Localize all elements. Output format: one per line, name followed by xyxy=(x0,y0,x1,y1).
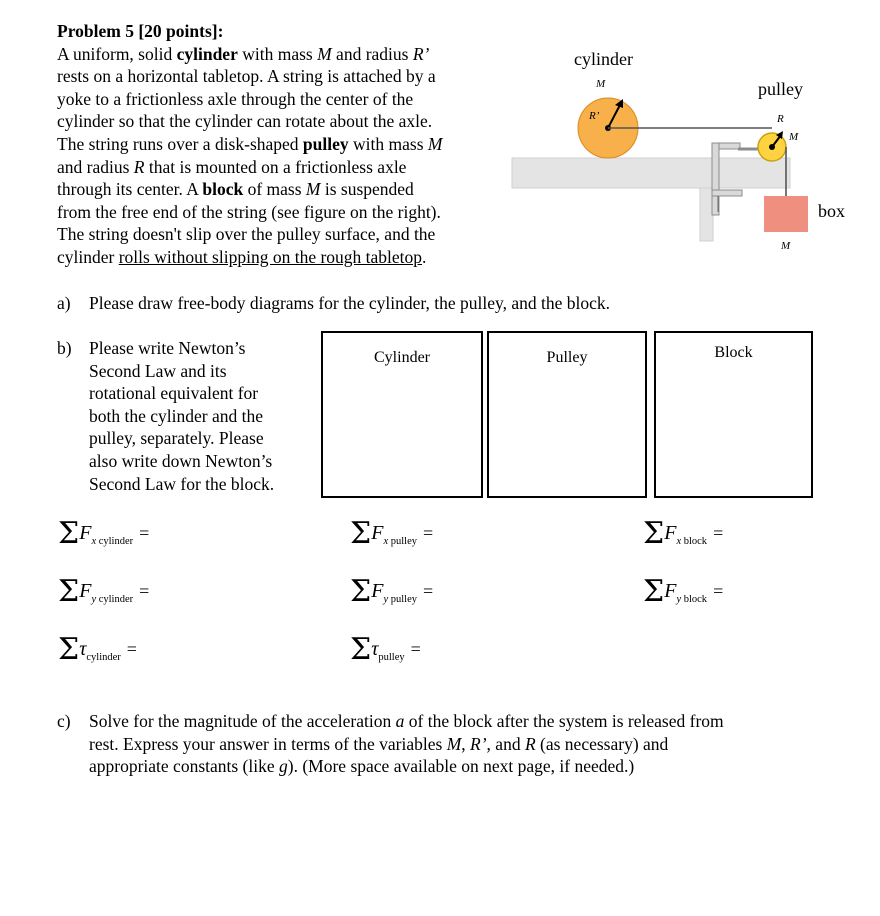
text-line: cylinder so that the cylinder can rotate about the axle. xyxy=(57,111,433,132)
equation-subscript: cylinder xyxy=(86,652,121,663)
equation-sum-fy-block xyxy=(643,574,723,609)
equation-symbol: F xyxy=(371,580,384,602)
box-mass-label: M xyxy=(781,240,791,252)
equation-sum-fx-block xyxy=(643,516,723,551)
text-line: and radius R that is mounted on a frictionless axle xyxy=(57,156,407,177)
equation-subscript: y block xyxy=(676,594,708,605)
text-line: yoke to a frictionless axle through the center of the xyxy=(57,88,414,109)
equation-sum-fx-pulley xyxy=(350,516,433,551)
table-leg xyxy=(700,188,713,241)
tabletop xyxy=(512,158,790,188)
question-c xyxy=(57,710,857,782)
question-c-text xyxy=(89,710,724,778)
sigma-symbol: Σ xyxy=(58,516,80,551)
equation-subscript: y cylinder xyxy=(91,594,134,605)
text-line: cylinder rolls without slipping on the rough tabletop. xyxy=(57,246,427,267)
sigma-symbol: Σ xyxy=(643,516,665,551)
equals-sign: = xyxy=(139,523,150,543)
equals-sign: = xyxy=(713,581,724,601)
equation-torque-pulley xyxy=(350,632,421,667)
fbd-box-cylinder-title: Cylinder xyxy=(374,349,430,366)
equation-symbol: τ xyxy=(371,638,379,660)
equals-sign: = xyxy=(410,639,421,659)
sigma-symbol: Σ xyxy=(58,632,80,667)
question-b xyxy=(57,337,317,497)
text-line: appropriate constants (like g). (More space available on next page, if needed.) xyxy=(89,756,635,777)
cylinder-mass-label: M xyxy=(596,78,606,90)
text-line: from the free end of the string (see figure on the right). xyxy=(57,201,441,222)
text-line: Solve for the magnitude of the acceleration a of the block after the system is released from xyxy=(89,711,724,731)
equation-subscript: x pulley xyxy=(383,536,417,547)
equals-sign: = xyxy=(422,523,434,543)
equation-symbol: F xyxy=(371,522,384,544)
pulley-mass-label: M xyxy=(789,131,799,143)
equation-symbol: F xyxy=(664,580,677,602)
text-line: Please write Newton’s xyxy=(89,338,246,358)
problem-body xyxy=(57,43,517,269)
sigma-symbol: Σ xyxy=(350,516,372,551)
question-b-label: b) xyxy=(57,338,72,358)
question-b-text xyxy=(89,337,274,495)
equation-symbol: F xyxy=(664,522,677,544)
equals-sign: = xyxy=(139,581,150,601)
equation-subscript: x block xyxy=(676,536,708,547)
equation-subscript: y pulley xyxy=(383,594,417,605)
problem-statement xyxy=(57,20,517,269)
text-line: rest. Express your answer in terms of the variables M, R’, and R (as necessary) and xyxy=(89,733,669,754)
fbd-box-pulley-title: Pulley xyxy=(546,349,588,366)
question-a-text: Please draw free-body diagrams for the cylinder, the pulley, and the block. xyxy=(89,293,611,313)
equation-symbol: F xyxy=(79,522,92,544)
text-line: The string runs over a disk-shaped pulley with mass M xyxy=(57,133,443,154)
fbd-box-cylinder[interactable] xyxy=(321,331,483,498)
cylinder-label: cylinder xyxy=(574,49,633,69)
text-line: rotational equivalent for xyxy=(89,383,259,404)
equation-subscript: x cylinder xyxy=(91,536,134,547)
text-line: rests on a horizontal tabletop. A string is attached by a xyxy=(57,66,436,87)
pulley-label: pulley xyxy=(758,79,803,99)
equals-sign: = xyxy=(713,523,724,543)
sigma-symbol: Σ xyxy=(350,574,372,609)
sigma-symbol: Σ xyxy=(350,632,372,667)
cylinder-radius-label: R’ xyxy=(589,110,600,122)
pulley-radius-label: R xyxy=(777,113,784,125)
equation-symbol: F xyxy=(79,580,92,602)
equals-sign: = xyxy=(126,639,137,659)
box-label: box xyxy=(818,201,845,221)
setup-figure xyxy=(500,40,860,270)
equals-sign: = xyxy=(422,581,434,601)
question-a xyxy=(57,292,857,316)
text-line: through its center. A block of mass M is suspended xyxy=(57,179,414,200)
equation-sum-fx-cylinder xyxy=(58,516,149,551)
equation-torque-cylinder xyxy=(58,632,137,667)
text-line: A uniform, solid cylinder with mass M and radius R’ xyxy=(57,43,430,64)
sigma-symbol: Σ xyxy=(58,574,80,609)
question-a-label: a) xyxy=(57,293,71,313)
text-line: The string doesn't slip over the pulley surface, and the xyxy=(57,224,436,245)
hanging-box xyxy=(764,196,808,232)
problem-title: Problem 5 [20 points]: xyxy=(57,21,224,41)
sigma-symbol: Σ xyxy=(643,574,665,609)
equation-sum-fy-cylinder xyxy=(58,574,149,609)
text-line: Second Law and its xyxy=(89,360,227,381)
fbd-box-pulley[interactable] xyxy=(487,331,647,498)
text-line: Second Law for the block. xyxy=(89,473,275,494)
text-line: also write down Newton’s xyxy=(89,450,273,471)
text-line: pulley, separately. Please xyxy=(89,428,264,449)
fbd-box-block[interactable] xyxy=(654,331,813,498)
equation-subscript: pulley xyxy=(378,652,405,663)
text-line: both the cylinder and the xyxy=(89,405,263,426)
question-c-label: c) xyxy=(57,711,71,731)
equation-sum-fy-pulley xyxy=(350,574,433,609)
equation-symbol: τ xyxy=(79,638,87,660)
fbd-box-block-title: Block xyxy=(714,344,753,361)
